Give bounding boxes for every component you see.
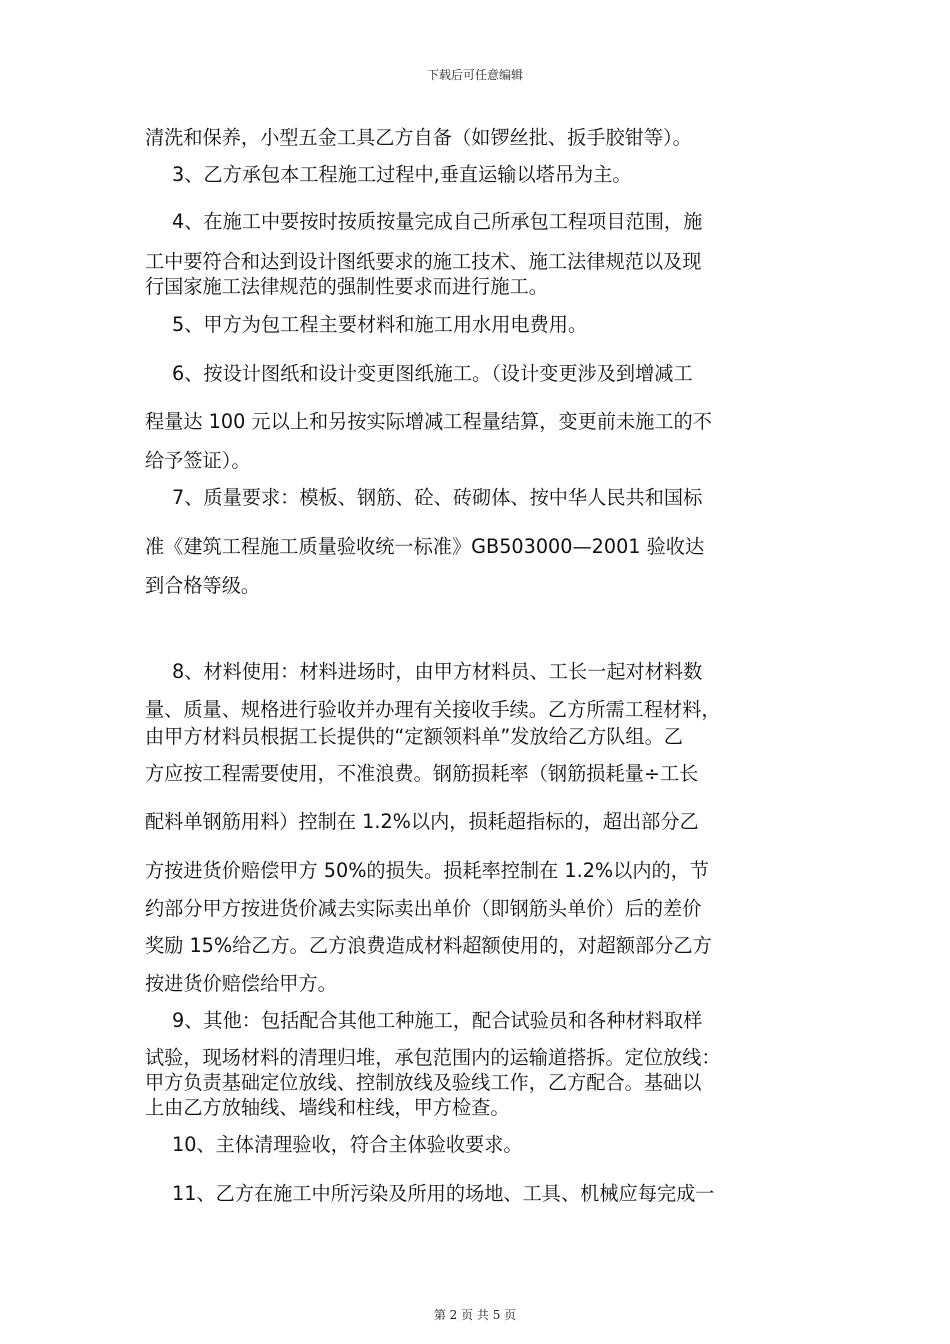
- text-line: 程量达 100 元以上和另按实际增减工程量结算，变更前未施工的不: [145, 410, 712, 433]
- text-line: 9、其他：包括配合其他工种施工，配合试验员和各种材料取样: [172, 1009, 703, 1032]
- text-line: 10、主体清理验收，符合主体验收要求。: [172, 1133, 523, 1156]
- text-line: 11、乙方在施工中所污染及所用的场地、工具、机械应每完成一: [172, 1182, 715, 1205]
- text-line: 工中要符合和达到设计图纸要求的施工技术、施工法律规范以及现: [145, 250, 702, 273]
- text-line: 奖励 15%给乙方。乙方浪费造成材料超额使用的，对超额部分乙方: [145, 934, 712, 957]
- text-line: 到合格等级。: [145, 574, 261, 597]
- text-line: 7、质量要求：模板、钢筋、砼、砖砌体、按中华人民共和国标: [172, 486, 703, 509]
- text-line: 5、甲方为包工程主要材料和施工用水用电费用。: [172, 313, 588, 336]
- text-line: 行国家施工法律规范的强制性要求而进行施工。: [145, 275, 548, 298]
- text-line: 甲方负责基础定位放线、控制放线及验线工作，乙方配合。基础以: [145, 1071, 702, 1094]
- text-line: 方按进货价赔偿甲方 50%的损失。损耗率控制在 1.2%以内的，节: [145, 859, 710, 882]
- text-line: 8、材料使用：材料进场时，由甲方材料员、工长一起对材料数: [172, 660, 703, 683]
- text-line: 6、按设计图纸和设计变更图纸施工。（设计变更涉及到增减工: [172, 362, 693, 385]
- text-line: 按进货价赔偿给甲方。: [145, 972, 337, 995]
- text-line: 给予签证）。: [145, 449, 251, 472]
- text-line: 清洗和保养，小型五金工具乙方自备（如锣丝批、扳手胶钳等）。: [145, 126, 692, 149]
- text-line: 量、质量、规格进行验收并办理有关接收手续。乙方所需工程材料，: [145, 698, 721, 721]
- text-line: 配料单钢筋用料）控制在 1.2%以内，损耗超指标的，超出部分乙: [145, 810, 699, 833]
- page-header-note: 下载后可任意编辑: [426, 68, 523, 82]
- text-line: 准《建筑工程施工质量验收统一标准》GB503000—2001 验收达: [145, 535, 705, 558]
- text-line: 由甲方材料员根据工长提供的“定额领料单”发放给乙方队组。乙: [145, 725, 683, 748]
- text-line: 试验，现场材料的清理归堆，承包范围内的运输道搭拆。定位放线：: [145, 1046, 721, 1069]
- text-line: 方应按工程需要使用，不准浪费。钢筋损耗率（钢筋损耗量÷工长: [145, 762, 699, 785]
- text-line: 上由乙方放轴线、墙线和柱线，甲方检查。: [145, 1096, 510, 1119]
- text-line: 4、在施工中要按时按质按量完成自己所承包工程项目范围，施: [172, 210, 703, 233]
- text-line: 3、乙方承包本工程施工过程中,垂直运输以塔吊为主。: [172, 163, 632, 186]
- page-footer-number: 第 2 页 共 5 页: [433, 1308, 517, 1322]
- text-line: 约部分甲方按进货价减去实际卖出单价（即钢筋头单价）后的差价: [145, 897, 702, 920]
